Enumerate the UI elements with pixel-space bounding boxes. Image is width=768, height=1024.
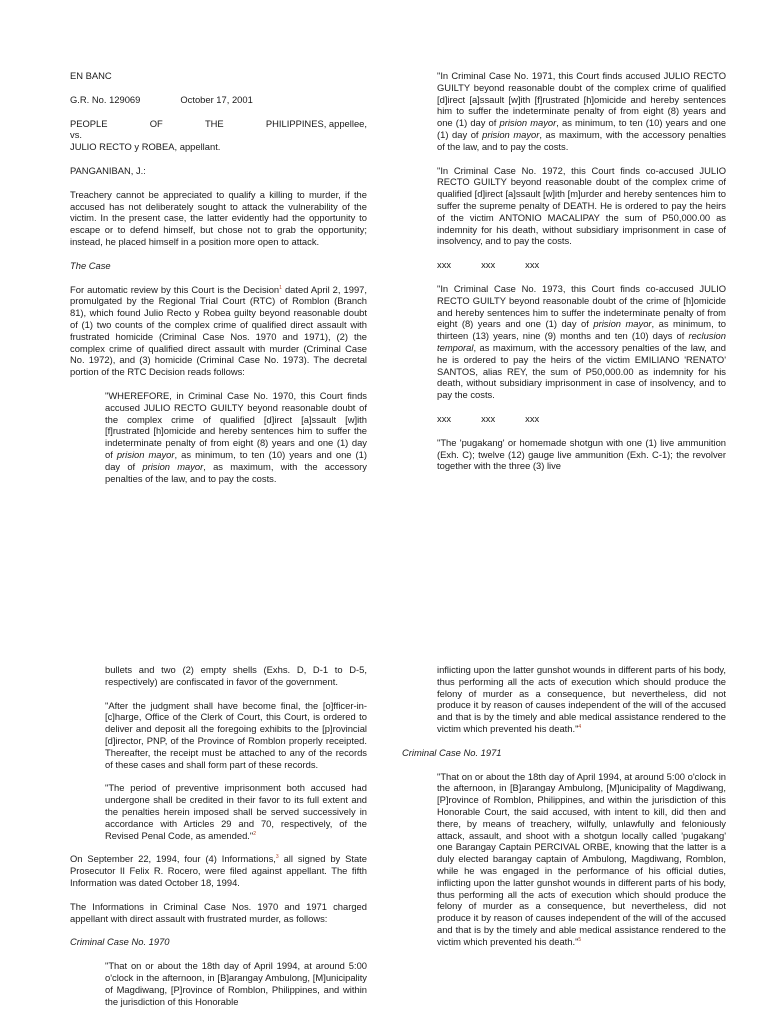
information-1970-continued (437, 664, 726, 735)
omission-marks (437, 259, 726, 271)
omission-mark: xxx (437, 259, 452, 271)
party-word: OF (149, 117, 163, 129)
text-run: , as maximum, with the accessory penalties of the law, and to pay the costs. (437, 128, 726, 152)
heading-criminal-case-1971: Criminal Case No. 1971 (402, 746, 502, 758)
party-word: THE (204, 117, 224, 129)
text-run: all signed by State Prosecutor II Felix R. Rocero, were filed against appellant. The fifth Information was dated October 18, 1994. (70, 853, 368, 888)
text-run: inflicting upon the latter gunshot wounds in different parts of his body, thus performing all the acts of execution which should produce the felony of murder as a consequence, but nevertheless, did not produce it by reason of causes independent of the will of the accused and that is by the timely and able medical assistance rendered to the victim which prevented his death." (437, 664, 726, 734)
quote-case-1972: "In Criminal Case No. 1972, this Court finds co-accused JULIO RECTO GUILTY beyond reasonable doubt of the complex crime of qualified [d]irect [a]ssault [w]ith [m]urder and hereby sentences him to suffer the supreme penalty of DEATH. He is ordered to pay the heirs of the victim ANTONIO MACALIPAY the sum of P50,000.00 as indemnity for his death, without subsidiary imprisonment in case of insolvency, and to pay the costs. (437, 164, 726, 247)
top-right-column (437, 70, 726, 484)
text-run: "In Criminal Case No. 1973, this Court finds co-accused JULIO RECTO GUILTY beyond reasonable doubt of the crime of [h]omicide and hereby sentences him to suffer the indeterminate penalty of from eight (8) years and one (1) day of (437, 282, 726, 330)
footnote-ref[interactable]: 3 (275, 854, 279, 861)
footnote-ref[interactable]: 5 (578, 936, 582, 943)
gr-number: G.R. No. 129069 (70, 93, 141, 105)
information-1971 (437, 771, 726, 948)
omission-mark: xxx (481, 259, 496, 271)
text-run: , as maximum, with the accessory penalties of the law, and to pay the costs. (105, 460, 367, 484)
text-italic: reclusion temporal (437, 330, 726, 353)
decision-date: October 17, 2001 (180, 93, 253, 105)
text-run: "In Criminal Case No. 1971, this Court finds accused JULIO RECTO GUILTY beyond reasonable doubt of the complex crime of qualified [d]irect [a]ssault [w]ith [f]rustrated [h]omicide and hereby sentences him to suffer the indeterminate penalty of from eight (8) years and one (1) day of (437, 70, 726, 129)
heading-criminal-case-1970: Criminal Case No. 1970 (70, 936, 170, 948)
charged-paragraph: The Informations in Criminal Case Nos. 1970 and 1971 charged appellant with direct assault with frustrated murder, as follows: (70, 900, 367, 924)
case-number-line (70, 94, 367, 106)
bottom-left-column (70, 664, 367, 1019)
text-italic: prision mayor (482, 128, 540, 140)
omission-mark: xxx (481, 412, 496, 424)
versus: vs. (70, 129, 82, 141)
intro-paragraph: Treachery cannot be appreciated to qualify a killing to murder, if the accused has not deliberately sought to attack the vulnerability of the victim. In the present case, the latter evidently had the opportunity to escape or to defend himself, but chose not to grab the opportunity; instead, he placed himself in a position more open to attack. (70, 188, 367, 247)
exhibits-paragraph-start: "The 'pugakang' or homemade shotgun with one (1) live ammunition (Exh. C); twelve (12) gauge live ammunition (Exh. C-1); the revolver together with the three (3) live (437, 436, 726, 472)
text-run: dated April 2, 1997, promulgated by the Regional Trial Court (RTC) of Romblon (Branch 81), which found Julio Recto y Robea guilty beyond reasonable doubt of (1) two counts of the complex crime of qualified direct assault with frustrated homicide (Criminal Case Nos. 1970 and 1971), (2) the complex crime of qualified direct assault with murder (Criminal Case No. 1972), and (3) homicide (Criminal Case No. 1973). The decretal portion of the RTC Decision reads follows: (70, 283, 367, 378)
bottom-right-column (402, 664, 726, 960)
party-word: PEOPLE (70, 117, 108, 129)
informations-paragraph (70, 853, 367, 888)
omission-mark: xxx (525, 412, 540, 424)
information-1970-start: "That on or about the 18th day of April 1994, at around 5:00 o'clock in the afternoon, in [B]arangay Ambulong, [M]unicipality of Magdiwang, [P]rovince of Romblon, Philippines, and within the jurisdiction of this Honorable (105, 960, 367, 1007)
text-italic: prision mayor (593, 318, 652, 330)
parties-block (70, 118, 367, 153)
text-italic: prision mayor (142, 460, 204, 472)
exhibits-paragraph-end: bullets and two (2) empty shells (Exhs. D, D-1 to D-5, respectively) are confiscated in favor of the government. (105, 664, 367, 687)
text-run: , as minimum, to ten (10) years and one (1) day of (437, 117, 727, 140)
text-run: On September 22, 1994, four (4) Informations, (70, 853, 276, 865)
case-paragraph (70, 284, 367, 378)
omission-mark: xxx (525, 259, 540, 271)
text-run: "WHEREFORE, in Criminal Case No. 1970, this Court finds accused JULIO RECTO GUILTY beyond reasonable doubt of the complex crime of qualified [d]irect [a]ssault [w]ith [f]rustrated [h]omicide and hereby sentences him to suffer the indeterminate penalty of from eight (8) years and one (1) day of (105, 389, 367, 460)
text-run: "That on or about the 18th day of April 1994, at around 5:00 o'clock in the afternoon, in [B]arangay Ambulong, [M]unicipality of Magdiwang, [P]rovince of Romblon, Philippines, and within the jurisdiction of this Honorable Court, the said accused, with intent to kill, did then and there, by means of treachery, wilfully, unlawfully and feloniously attack, assault, and shoot with a shotgun locally called 'pugakang' one Barangay Captain PERCIVAL ORBE, knowing that the latter is a duly elected barangay captain of Ambulong, Magdiwang, Romblon, while he was engaged in the performance of his official duties, inflicting upon the latter gunshot wounds in different parts of his body, thus performing all the acts of execution which should produce the felony of murder as a consequence, but nevertheless, did not produce it by reason of causes independent of the will of the accused and that is by the timely and able medical assistance rendered to the victim which prevented his death." (437, 770, 726, 947)
quote-case-1970 (105, 390, 367, 484)
omission-marks (437, 413, 726, 425)
omission-mark: xxx (437, 412, 452, 424)
appellee-line (70, 118, 367, 130)
court-division: EN BANC (70, 70, 112, 81)
after-judgment-paragraph: "After the judgment shall have become final, the [o]fficer-in-[c]harge, Office of the Clerk of Court, this Court, is ordered to deliver and deposit all the foregoing exhibits to the [p]rovincial [d]irector, PNP, of the Province of Romblon properly receipted. Thereafter, the receipt must be attached to any of the records of these cases and shall form part of these records. (105, 699, 367, 770)
footnote-ref[interactable]: 2 (253, 830, 256, 837)
preventive-imprisonment-paragraph (105, 782, 367, 841)
quote-case-1971 (437, 70, 726, 153)
top-left-column (70, 70, 367, 496)
text-run: , as minimum, to thirteen (13) years, nine (9) months and ten (10) days of (437, 318, 726, 342)
section-heading-the-case: The Case (70, 259, 111, 271)
text-italic: prision mayor (116, 448, 175, 460)
text-run: For automatic review by this Court is the Decision (70, 283, 280, 295)
party-word: PHILIPPINES, appellee, (265, 117, 367, 129)
text-run: , as maximum, with the accessory penalties of the law, and he is ordered to pay the heirs of the victim EMILIANO 'RENATO' SANTOS, alias REY, the sum of P50,000.00 as indemnity for his death, without subsidiary imprisonment in case of insolvency, and to pay the costs. (437, 341, 726, 401)
text-italic: prision mayor (499, 117, 557, 129)
footnote-ref[interactable]: 4 (578, 723, 582, 730)
ponente: PANGANIBAN, J.: (70, 164, 146, 176)
text-run: "The period of preventive imprisonment both accused had undergone shall be credited in their favor to its full extent and the penalties herein imposed shall be served successively in accordance with Articles 29 and 70, respectively, of the Revised Penal Code, as amended." (105, 782, 367, 841)
appellant-line: JULIO RECTO y ROBEA, appellant. (70, 141, 221, 153)
footnote-ref[interactable]: 1 (279, 284, 282, 291)
quote-case-1973 (437, 283, 726, 401)
text-run: , as minimum, to ten (10) years and one (1) day of (105, 448, 367, 472)
